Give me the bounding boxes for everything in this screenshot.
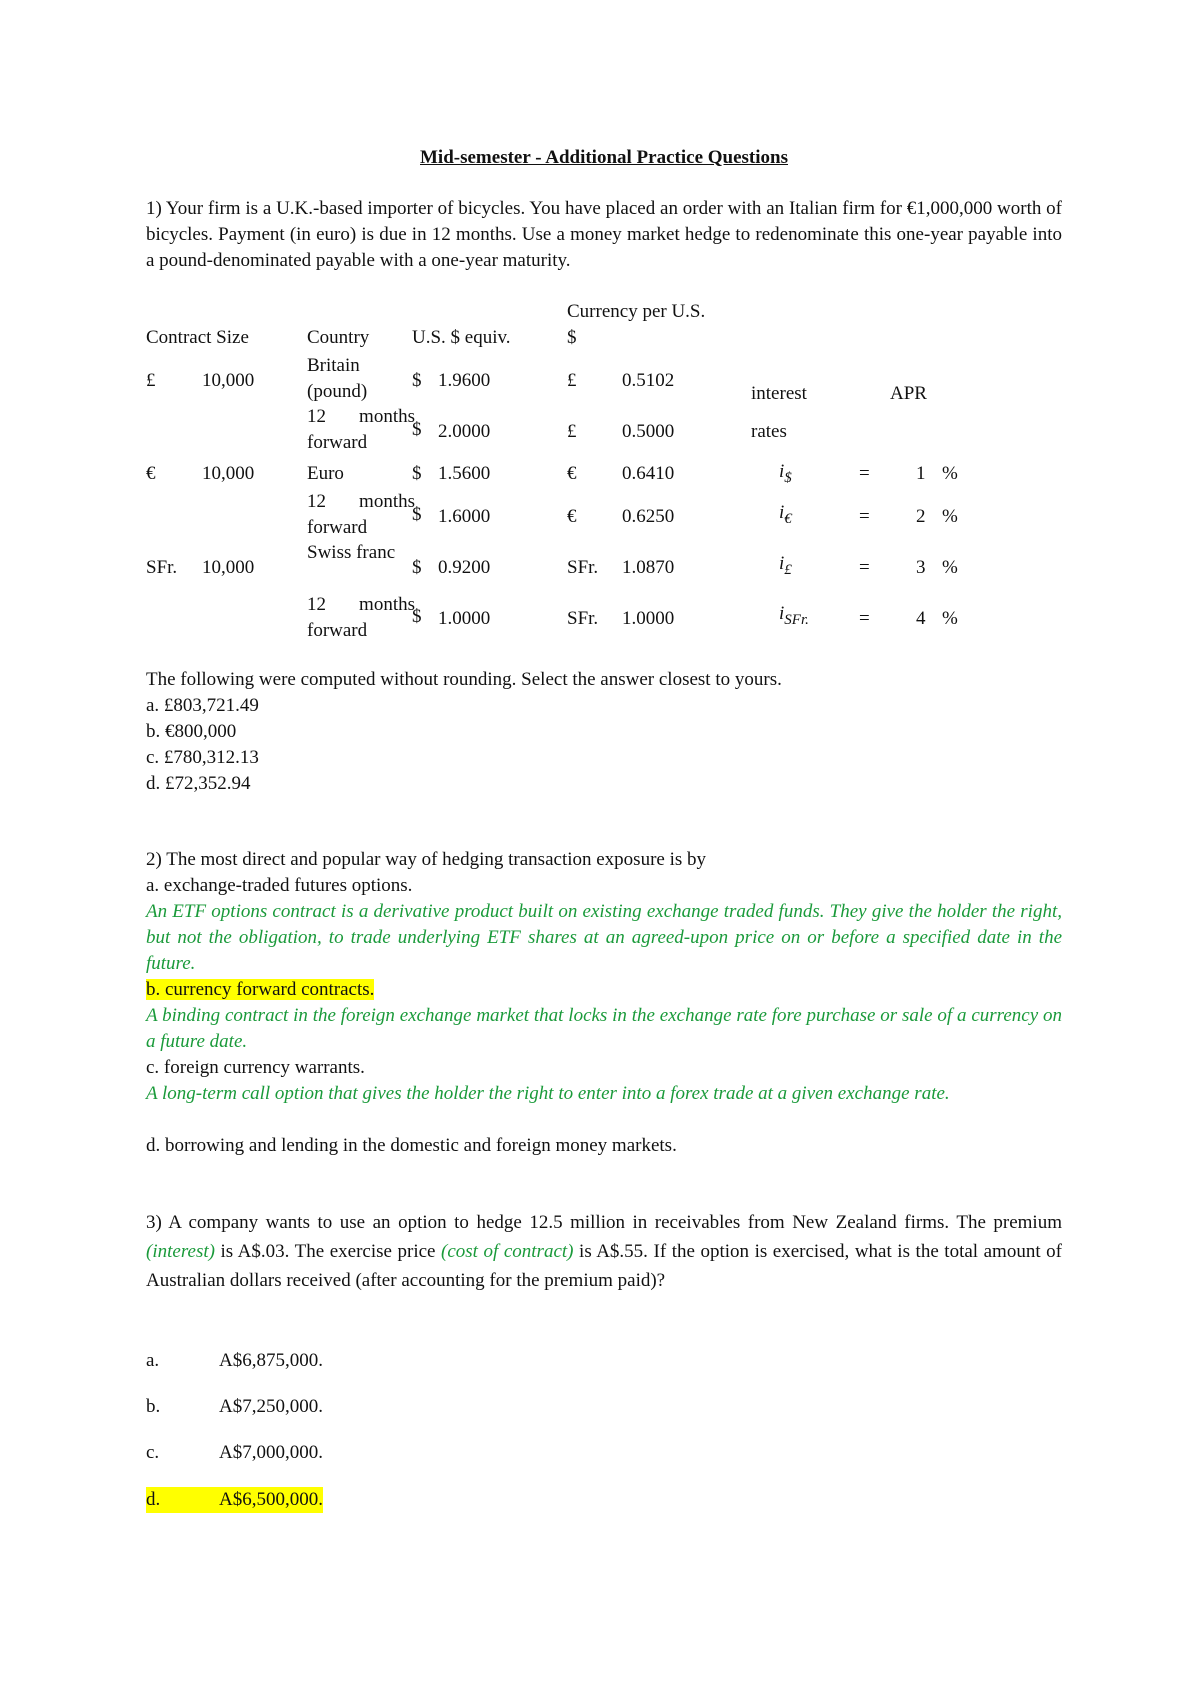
q2-option-c: c. foreign currency warrants. <box>146 1057 365 1078</box>
q1-option-d: d. £72,352.94 <box>146 773 251 794</box>
header-currency-per-usd-2: $ <box>567 327 577 348</box>
rate-equals: = <box>859 506 870 527</box>
row-cur-symbol: SFr. <box>567 608 599 629</box>
q3-option-b: b. A$7,250,000. <box>146 1396 323 1417</box>
row-size: 10,000 <box>202 463 255 484</box>
q2-option-a-note: An ETF options contract is a derivative product built on existing exchange traded funds. They give the holder the right, but not the obligation, to trade underlying ETF shares at an agreed-upon price on or before a specified date in the future. <box>146 901 1062 974</box>
row-cur-value: 0.5000 <box>622 421 675 442</box>
row-cur-symbol: € <box>567 463 577 484</box>
row-cur-value: 1.0870 <box>622 557 675 578</box>
rate-value: 3 <box>916 557 926 578</box>
row-usd-value: 1.5600 <box>438 463 491 484</box>
row-country: 12 months forward <box>307 594 415 641</box>
row-usd-symbol: $ <box>412 419 422 440</box>
rate-symbol: $i_{\$}$ <box>779 461 792 486</box>
row-country: Britain (pound) <box>307 355 368 402</box>
row-usd-value: 1.0000 <box>438 608 491 629</box>
row-country: Euro <box>307 463 344 484</box>
rate-percent: % <box>942 557 958 578</box>
document-title: Mid-semester - Additional Practice Questions <box>420 147 788 168</box>
row-country: 12 months forward <box>307 406 415 453</box>
row-usd-value: 1.9600 <box>438 370 491 391</box>
row-country: Swiss franc <box>307 542 396 563</box>
row-symbol: SFr. <box>146 557 178 578</box>
q3-exercise-note: (cost of contract) <box>441 1241 574 1262</box>
q2-option-d: d. borrowing and lending in the domestic and foreign money markets. <box>146 1135 677 1156</box>
q1-note: The following were computed without rounding. Select the answer closest to yours. <box>146 669 782 690</box>
q3-text: 3) A company wants to use an option to hedge 12.5 million in receivables from New Zealand firms. The premium (interest) is A$.03. The exercise price (cost of contract) is A$.55. If the option is exercised, what is the total amount of Australian dollars received (after accounting for the premium paid)? <box>146 1212 1062 1291</box>
row-cur-symbol: £ <box>567 370 577 391</box>
row-usd-symbol: $ <box>412 463 422 484</box>
row-size: 10,000 <box>202 557 255 578</box>
row-cur-symbol: SFr. <box>567 557 599 578</box>
apr-label: APR <box>890 383 927 404</box>
row-usd-symbol: $ <box>412 504 422 525</box>
rate-symbol: $i_£$ <box>779 553 792 578</box>
row-symbol: € <box>146 463 156 484</box>
q2-option-b-line <box>146 977 374 1003</box>
rate-equals: = <box>859 463 870 484</box>
row-symbol: £ <box>146 370 156 391</box>
rate-equals: = <box>859 608 870 629</box>
header-country: Country <box>307 327 370 348</box>
q1-text: 1) Your firm is a U.K.-based importer of bicycles. You have placed an order with an Italian firm for €1,000,000 worth of bicycles. Payment (in euro) is due in 12 months. Use a money market hedge to redenominate this one-year payable into a pound-denominated payable with a one-year maturity. <box>146 198 1062 271</box>
rate-symbol: $i_{SFr.}$ <box>779 603 809 628</box>
row-size: 10,000 <box>202 370 255 391</box>
row-cur-value: 0.5102 <box>622 370 675 391</box>
row-cur-value: 0.6410 <box>622 463 675 484</box>
rate-symbol: $i_€$ <box>779 502 792 527</box>
row-cur-symbol: £ <box>567 421 577 442</box>
rate-value: 1 <box>916 463 926 484</box>
rate-percent: % <box>942 463 958 484</box>
q3-option-d: d. A$6,500,000. <box>146 1487 323 1513</box>
rate-percent: % <box>942 506 958 527</box>
row-usd-symbol: $ <box>412 557 422 578</box>
row-cur-symbol: € <box>567 506 577 527</box>
header-usd-equiv: U.S. $ equiv. <box>412 327 511 348</box>
q3-premium-note: (interest) <box>146 1241 215 1262</box>
q1-option-c: c. £780,312.13 <box>146 747 259 768</box>
row-cur-value: 1.0000 <box>622 608 675 629</box>
rates-label: rates <box>751 421 787 442</box>
rate-value: 2 <box>916 506 926 527</box>
row-country: 12 months forward <box>307 491 415 538</box>
header-contract-size: Contract Size <box>146 327 249 348</box>
row-usd-value: 1.6000 <box>438 506 491 527</box>
q2-question: 2) The most direct and popular way of hedging transaction exposure is by <box>146 849 707 870</box>
interest-label: interest <box>751 383 807 404</box>
q1-option-a: a. £803,721.49 <box>146 695 259 716</box>
q2-option-b: b. currency forward contracts. <box>146 979 375 1000</box>
q3-option-a: a. A$6,875,000. <box>146 1350 323 1371</box>
rate-value: 4 <box>916 608 926 629</box>
q3-option-c: c. A$7,000,000. <box>146 1442 323 1463</box>
row-usd-value: 2.0000 <box>438 421 491 442</box>
q1-option-b: b. €800,000 <box>146 721 237 742</box>
row-usd-symbol: $ <box>412 370 422 391</box>
rate-percent: % <box>942 608 958 629</box>
q2-option-b-note: A binding contract in the foreign exchange market that locks in the exchange rate fore purchase or sale of a currency on a future date. <box>146 1005 1062 1052</box>
rate-equals: = <box>859 557 870 578</box>
row-usd-value: 0.9200 <box>438 557 491 578</box>
q2-option-a: a. exchange-traded futures options. <box>146 875 413 896</box>
row-cur-value: 0.6250 <box>622 506 675 527</box>
row-usd-symbol: $ <box>412 606 422 627</box>
header-currency-per-usd: Currency per U.S. <box>567 301 706 322</box>
q2-option-c-note: A long-term call option that gives the holder the right to enter into a forex trade at a given exchange rate. <box>146 1083 950 1104</box>
